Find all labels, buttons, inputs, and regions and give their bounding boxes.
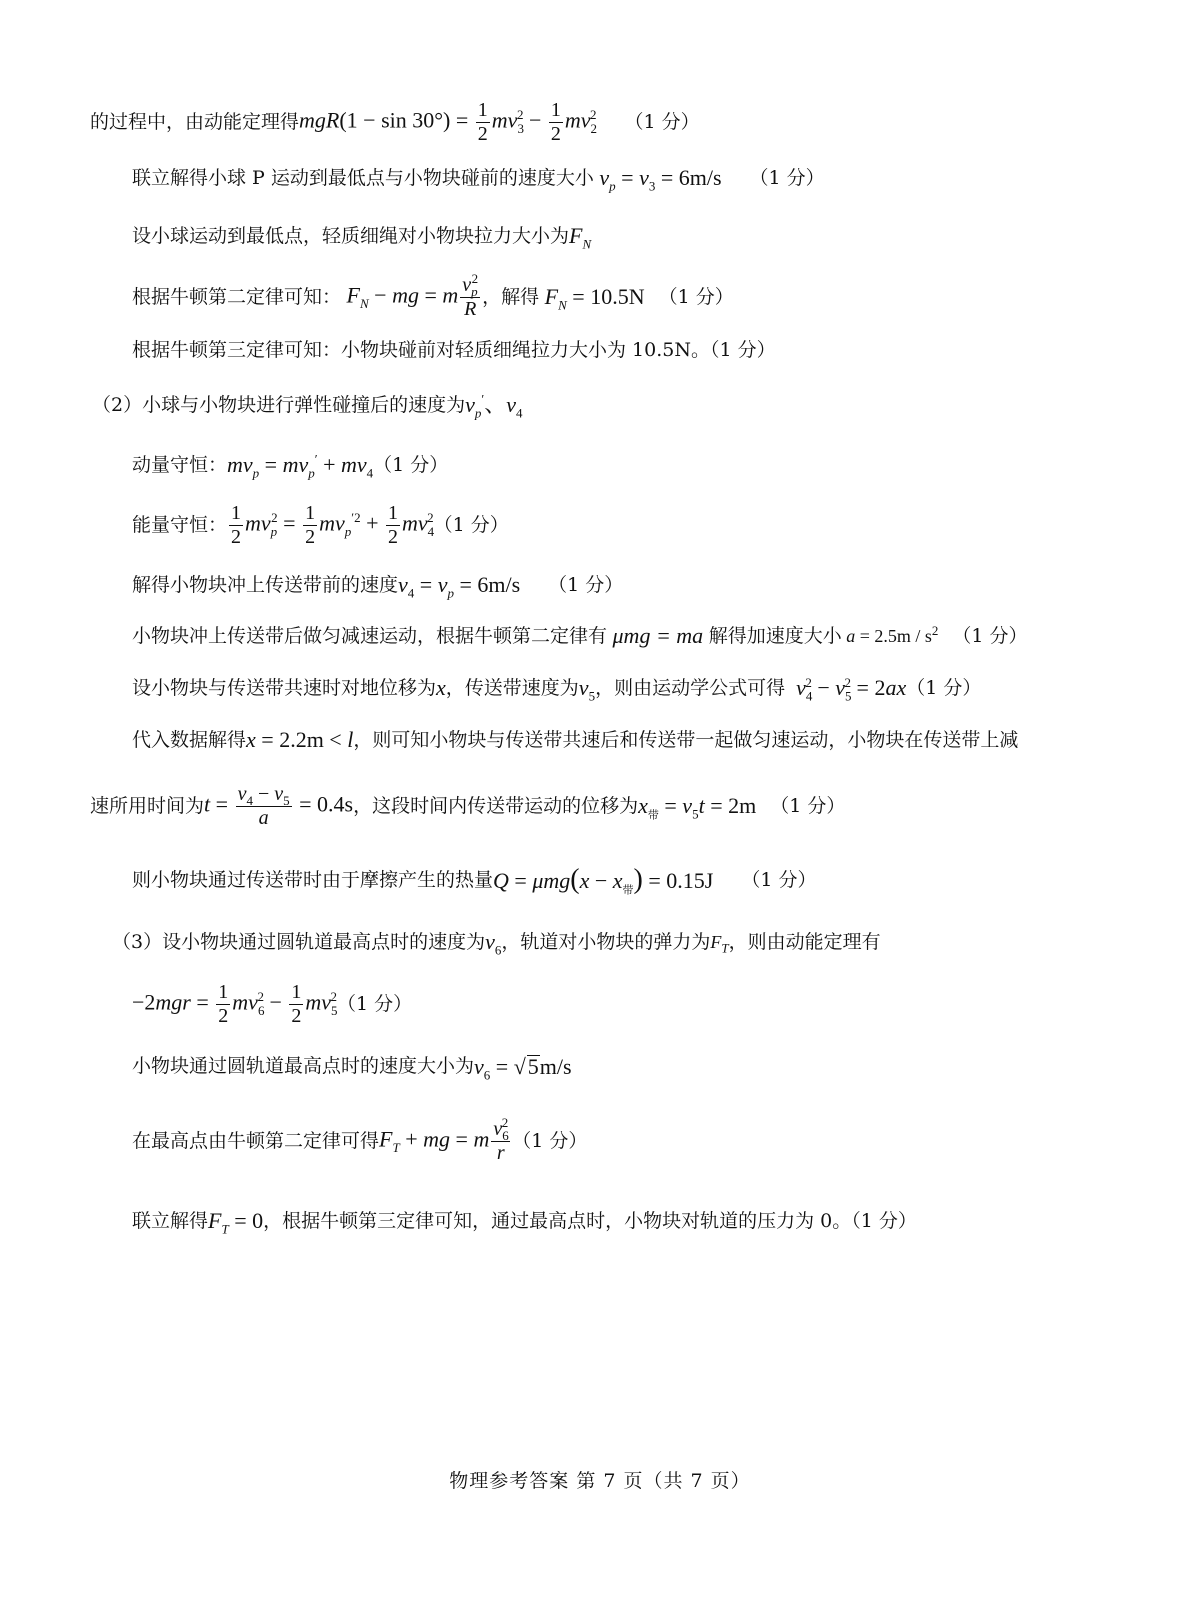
formula: mgR(1 − sin 30°) = $\frac{1}{2}$ $mv_3^2$ − $\frac{1}{2}$ $mv_2^2$ xyxy=(299,98,598,145)
line-1 xyxy=(90,100,700,144)
line-11 xyxy=(132,674,981,702)
line-text: （3）设小物块通过圆轨道最高点时的速度为 xyxy=(112,930,486,953)
line-mid: ，这段时间内传送带运动的位移为 xyxy=(353,794,639,817)
line-mid: ，轨道对小物块的弹力为 xyxy=(501,930,711,953)
score-label: （1 分） xyxy=(512,1129,588,1152)
line-4 xyxy=(132,268,734,326)
line-2 xyxy=(132,164,825,192)
score-label: （1 分） xyxy=(337,992,413,1015)
line-text: 在最高点由牛顿第二定律可得 xyxy=(132,1129,380,1152)
formula: $Q = \mu mg(x - x_带) = 0.15J$ xyxy=(493,864,714,897)
line-text: 联立解得小球 P 运动到最低点与小物块碰前的速度大小 xyxy=(132,166,594,189)
formula: $v_4^2 - v_5^2 = 2ax$ xyxy=(796,674,907,704)
formula: $a = 2.5m / s^2$ xyxy=(846,623,939,646)
line-text: 根据牛顿第二定律可知： xyxy=(132,285,342,308)
line-mid-2: ，则由运动学公式可得 xyxy=(595,676,786,699)
formula: $F_N = 10.5N$ xyxy=(544,284,645,313)
line-12 xyxy=(132,726,1018,754)
line-5 xyxy=(132,338,776,362)
formula: x xyxy=(436,675,446,700)
line-mid: ，解得 xyxy=(482,285,540,308)
line-19 xyxy=(132,1206,917,1236)
line-6 xyxy=(92,390,522,420)
line-text: 动量守恒： xyxy=(132,453,228,476)
formula: $F_N$ xyxy=(569,223,592,252)
formula: $x_带 = v_5t = 2m$ xyxy=(638,793,757,822)
formula: −2mgr = $\frac{1}{2}$ $mv_6^2$ − $\frac{1}{2}$ $mv_5^2$ xyxy=(132,980,338,1027)
formula: $v_4 = v_p = 6m/s$ xyxy=(398,572,521,601)
score-label: （1 分） xyxy=(624,110,700,133)
formula: $\frac{1}{2}$ $mv_p^2$ = $\frac{1}{2}$ $mv_p^{'2}$ + $\frac{1}{2}$ $mv_4^2$ xyxy=(231,501,435,548)
line-13 xyxy=(90,776,845,836)
formula: $v_6 = √5m/s$ xyxy=(474,1053,572,1082)
line-text: 设小物块与传送带共速时对地位移为 xyxy=(132,676,437,699)
score-label: （1 分） xyxy=(433,513,509,536)
line-text: 小物块通过圆轨道最高点时的速度大小为 xyxy=(132,1054,475,1077)
formula: $F_T = 0$ xyxy=(208,1208,264,1237)
line-text: 解得小物块冲上传送带前的速度 xyxy=(132,573,399,596)
line-10 xyxy=(132,622,1028,650)
line-mid: ，根据牛顿第三定律可知，通过最高点时，小物块对轨道的压力为 0。（1 分） xyxy=(263,1209,917,1232)
line-14 xyxy=(132,864,816,896)
score-label: （1 分） xyxy=(658,285,734,308)
score-label: （1 分） xyxy=(548,573,624,596)
line-text: （2）小球与小物块进行弹性碰撞后的速度为 xyxy=(92,393,466,416)
score-label: （1 分） xyxy=(952,624,1028,647)
line-18 xyxy=(132,1108,587,1174)
formula: $F_T$ xyxy=(710,932,729,956)
line-text: 则小物块通过传送带时由于摩擦产生的热量 xyxy=(132,868,494,891)
line-17 xyxy=(132,1050,572,1082)
score-label: （1 分） xyxy=(906,676,982,699)
line-mid-2: ，则由动能定理有 xyxy=(728,930,881,953)
line-text: 代入数据解得 xyxy=(132,728,247,751)
formula: $v_p'$、$v_4$ xyxy=(465,391,523,421)
formula: $v_5$ xyxy=(578,675,596,704)
line-text: 的过程中，由动能定理得 xyxy=(90,110,300,133)
score-label: （1 分） xyxy=(749,166,825,189)
formula: $v_p = v_3 = 6m/s$ xyxy=(599,165,722,194)
formula: $v_6$ xyxy=(485,929,502,958)
score-label: （1 分） xyxy=(373,453,449,476)
formula: $mv_p = mv_p' + mv_4$ xyxy=(227,451,374,481)
line-7 xyxy=(132,450,448,480)
line-text: 能量守恒： xyxy=(132,513,228,536)
formula: $F_N$ − mg = m $\frac{v_p^2}{R}$ xyxy=(346,270,479,320)
line-mid: 解得加速度大小 xyxy=(708,624,842,647)
line-text: 根据牛顿第三定律可知：小物块碰前对轻质细绳拉力大小为 10.5N。（1 分） xyxy=(132,338,776,361)
line-mid: ，传送带速度为 xyxy=(445,676,579,699)
line-text: 速所用时间为 xyxy=(90,794,205,817)
score-label: （1 分） xyxy=(741,868,817,891)
line-16 xyxy=(132,976,412,1032)
line-text: 联立解得 xyxy=(132,1209,209,1232)
line-8 xyxy=(132,498,509,552)
formula: $F_T$ + mg = m $\frac{v_6^2}{r}$ xyxy=(379,1114,509,1164)
line-9 xyxy=(132,570,623,600)
score-label: （1 分） xyxy=(770,794,846,817)
line-text: 设小球运动到最低点，轻质细绳对小物块拉力大小为 xyxy=(132,224,570,247)
line-3 xyxy=(132,222,591,250)
formula: t = $\frac{v_4 - v_5}{a}$ = 0.4s xyxy=(204,782,354,829)
line-15 xyxy=(112,928,881,956)
line-mid: ，则可知小物块与传送带共速后和传送带一起做匀速运动，小物块在传送带上减 xyxy=(353,728,1019,751)
formula: μmg = ma xyxy=(607,623,709,648)
formula: x = 2.2m < l xyxy=(246,727,354,752)
page-footer: 物理参考答案 第 7 页（共 7 页） xyxy=(449,1470,751,1492)
line-text: 小物块冲上传送带后做匀减速运动，根据牛顿第二定律有 xyxy=(132,624,608,647)
